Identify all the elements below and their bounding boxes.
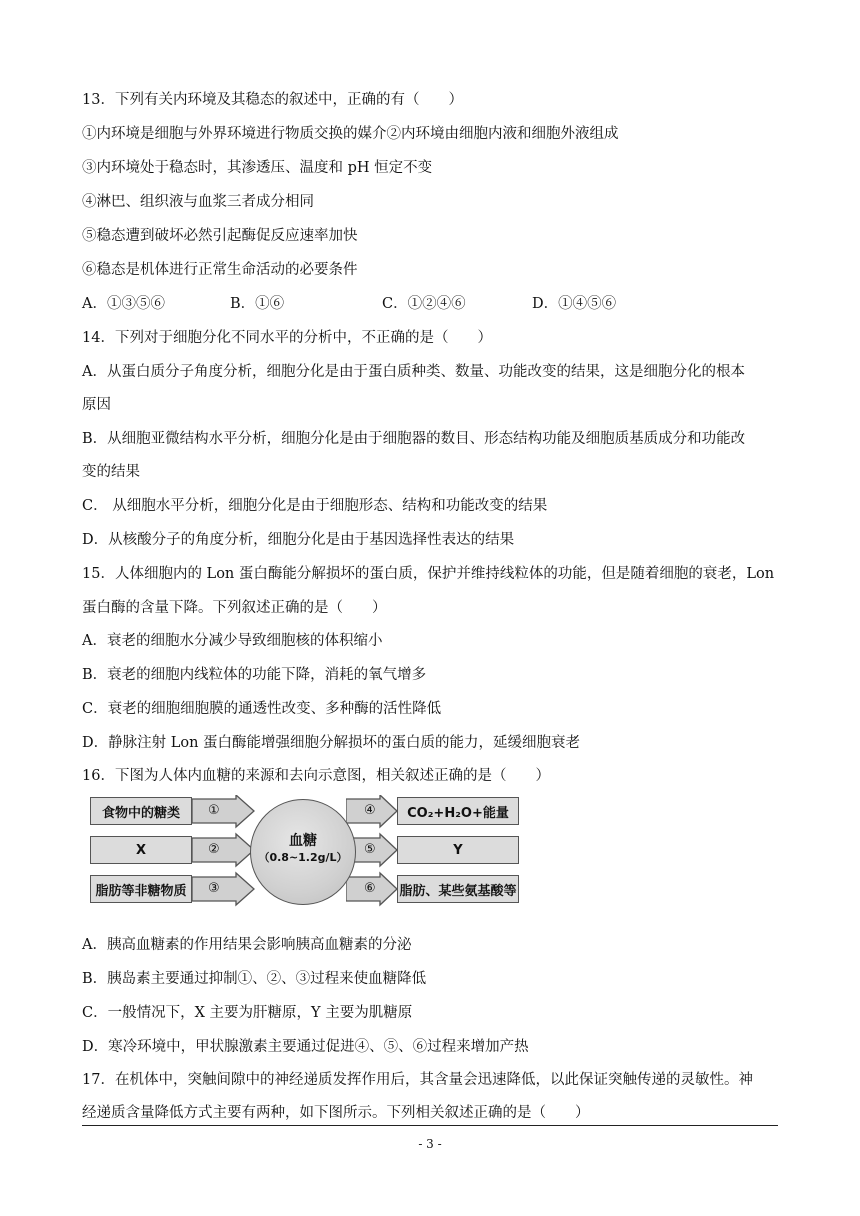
blood-sugar-circle (250, 799, 356, 905)
blood-sugar-diagram (88, 795, 524, 911)
label-4: ④ (364, 803, 376, 818)
label-2: ② (208, 842, 220, 857)
q13-item-2: ③内环境处于稳态时，其渗透压、温度和 pH 恒定不变 (82, 160, 433, 176)
q13-item-1: ①内环境是细胞与外界环境进行物质交换的媒介②内环境由细胞内液和细胞外液组成 (82, 126, 619, 142)
q17-stem-cont: 经递质含量降低方式主要有两种，如下图所示。下列相关叙述正确的是（ ） (82, 1105, 590, 1121)
q16-option-c: C．一般情况下，X 主要为肝糖原，Y 主要为肌糖原 (82, 1005, 413, 1021)
q14-option-a-cont: 原因 (82, 397, 111, 413)
label-1: ① (208, 803, 220, 818)
q15-stem-cont: 蛋白酶的含量下降。下列叙述正确的是（ ） (82, 600, 387, 616)
q13-option-c: C．①②④⑥ (382, 296, 466, 312)
source-box-x: X (90, 836, 192, 864)
q15-option-b: B．衰老的细胞内线粒体的功能下降，消耗的氧气增多 (82, 667, 427, 683)
q13-stem: 13．下列有关内环境及其稳态的叙述中，正确的有（ ） (82, 92, 463, 108)
q16-option-b: B．胰岛素主要通过抑制①、②、③过程来使血糖降低 (82, 971, 427, 987)
q15-option-d: D．静脉注射 Lon 蛋白酶能增强细胞分解损坏的蛋白质的能力，延缓细胞衰老 (82, 735, 581, 751)
q14-option-b: B．从细胞亚微结构水平分析，细胞分化是由于细胞器的数目、形态结构功能及细胞质基质成分和功能改 (82, 431, 746, 447)
footer-divider (82, 1125, 778, 1126)
q13-item-4: ⑤稳态遭到破坏必然引起酶促反应速率加快 (82, 228, 358, 244)
q16-option-d: D．寒冷环境中，甲状腺激素主要通过促进④、⑤、⑥过程来增加产热 (82, 1039, 529, 1055)
source-box-food: 食物中的糖类 (90, 797, 192, 825)
q13-item-3: ④淋巴、组织液与血浆三者成分相同 (82, 194, 314, 210)
q15-option-a: A．衰老的细胞水分减少导致细胞核的体积缩小 (82, 633, 383, 649)
label-3: ③ (208, 881, 220, 896)
q16-option-a: A．胰高血糖素的作用结果会影响胰高血糖素的分泌 (82, 937, 412, 953)
q14-stem: 14．下列对于细胞分化不同水平的分析中，不正确的是（ ） (82, 330, 492, 346)
page-number: - 3 - (418, 1137, 442, 1151)
arrow-3-icon (192, 873, 254, 905)
dest-box-oxidation: CO₂+H₂O+能量 (397, 797, 519, 825)
q14-option-b-cont: 变的结果 (82, 464, 140, 480)
label-6: ⑥ (364, 881, 376, 896)
left-arrows (192, 795, 256, 911)
dest-box-y: Y (397, 836, 519, 864)
q14-option-c: C． 从细胞水平分析，细胞分化是由于细胞形态、结构和功能改变的结果 (82, 498, 548, 514)
q16-stem: 16．下图为人体内血糖的来源和去向示意图，相关叙述正确的是（ ） (82, 768, 550, 784)
blood-sugar-title: 血糖 (289, 833, 317, 849)
q14-option-d: D．从核酸分子的角度分析，细胞分化是由于基因选择性表达的结果 (82, 532, 515, 548)
label-5: ⑤ (364, 842, 376, 857)
q14-option-a: A．从蛋白质分子角度分析，细胞分化是由于蛋白质种类、数量、功能改变的结果，这是细胞分化的根本 (82, 364, 745, 380)
source-box-nonsugar: 脂肪等非糖物质 (90, 875, 192, 903)
dest-box-conversion: 脂肪、某些氨基酸等 (397, 875, 519, 903)
q13-item-5: ⑥稳态是机体进行正常生命活动的必要条件 (82, 262, 358, 278)
q15-option-c: C．衰老的细胞细胞膜的通透性改变、多种酶的活性降低 (82, 701, 442, 717)
q13-option-b: B．①⑥ (230, 296, 285, 312)
arrow-2-icon (192, 834, 254, 866)
q15-stem: 15．人体细胞内的 Lon 蛋白酶能分解损坏的蛋白质，保护并维持线粒体的功能，但是随着细胞的衰老，Lon (82, 566, 775, 582)
q17-stem: 17．在机体中，突触间隙中的神经递质发挥作用后，其含量会迅速降低，以此保证突触传递的灵敏性。神 (82, 1072, 753, 1088)
blood-sugar-range: （0.8~1.2g/L） (258, 851, 348, 864)
q13-option-d: D．①④⑤⑥ (532, 296, 617, 312)
arrow-1-icon (192, 795, 254, 827)
q13-option-a: A．①③⑤⑥ (82, 296, 165, 312)
